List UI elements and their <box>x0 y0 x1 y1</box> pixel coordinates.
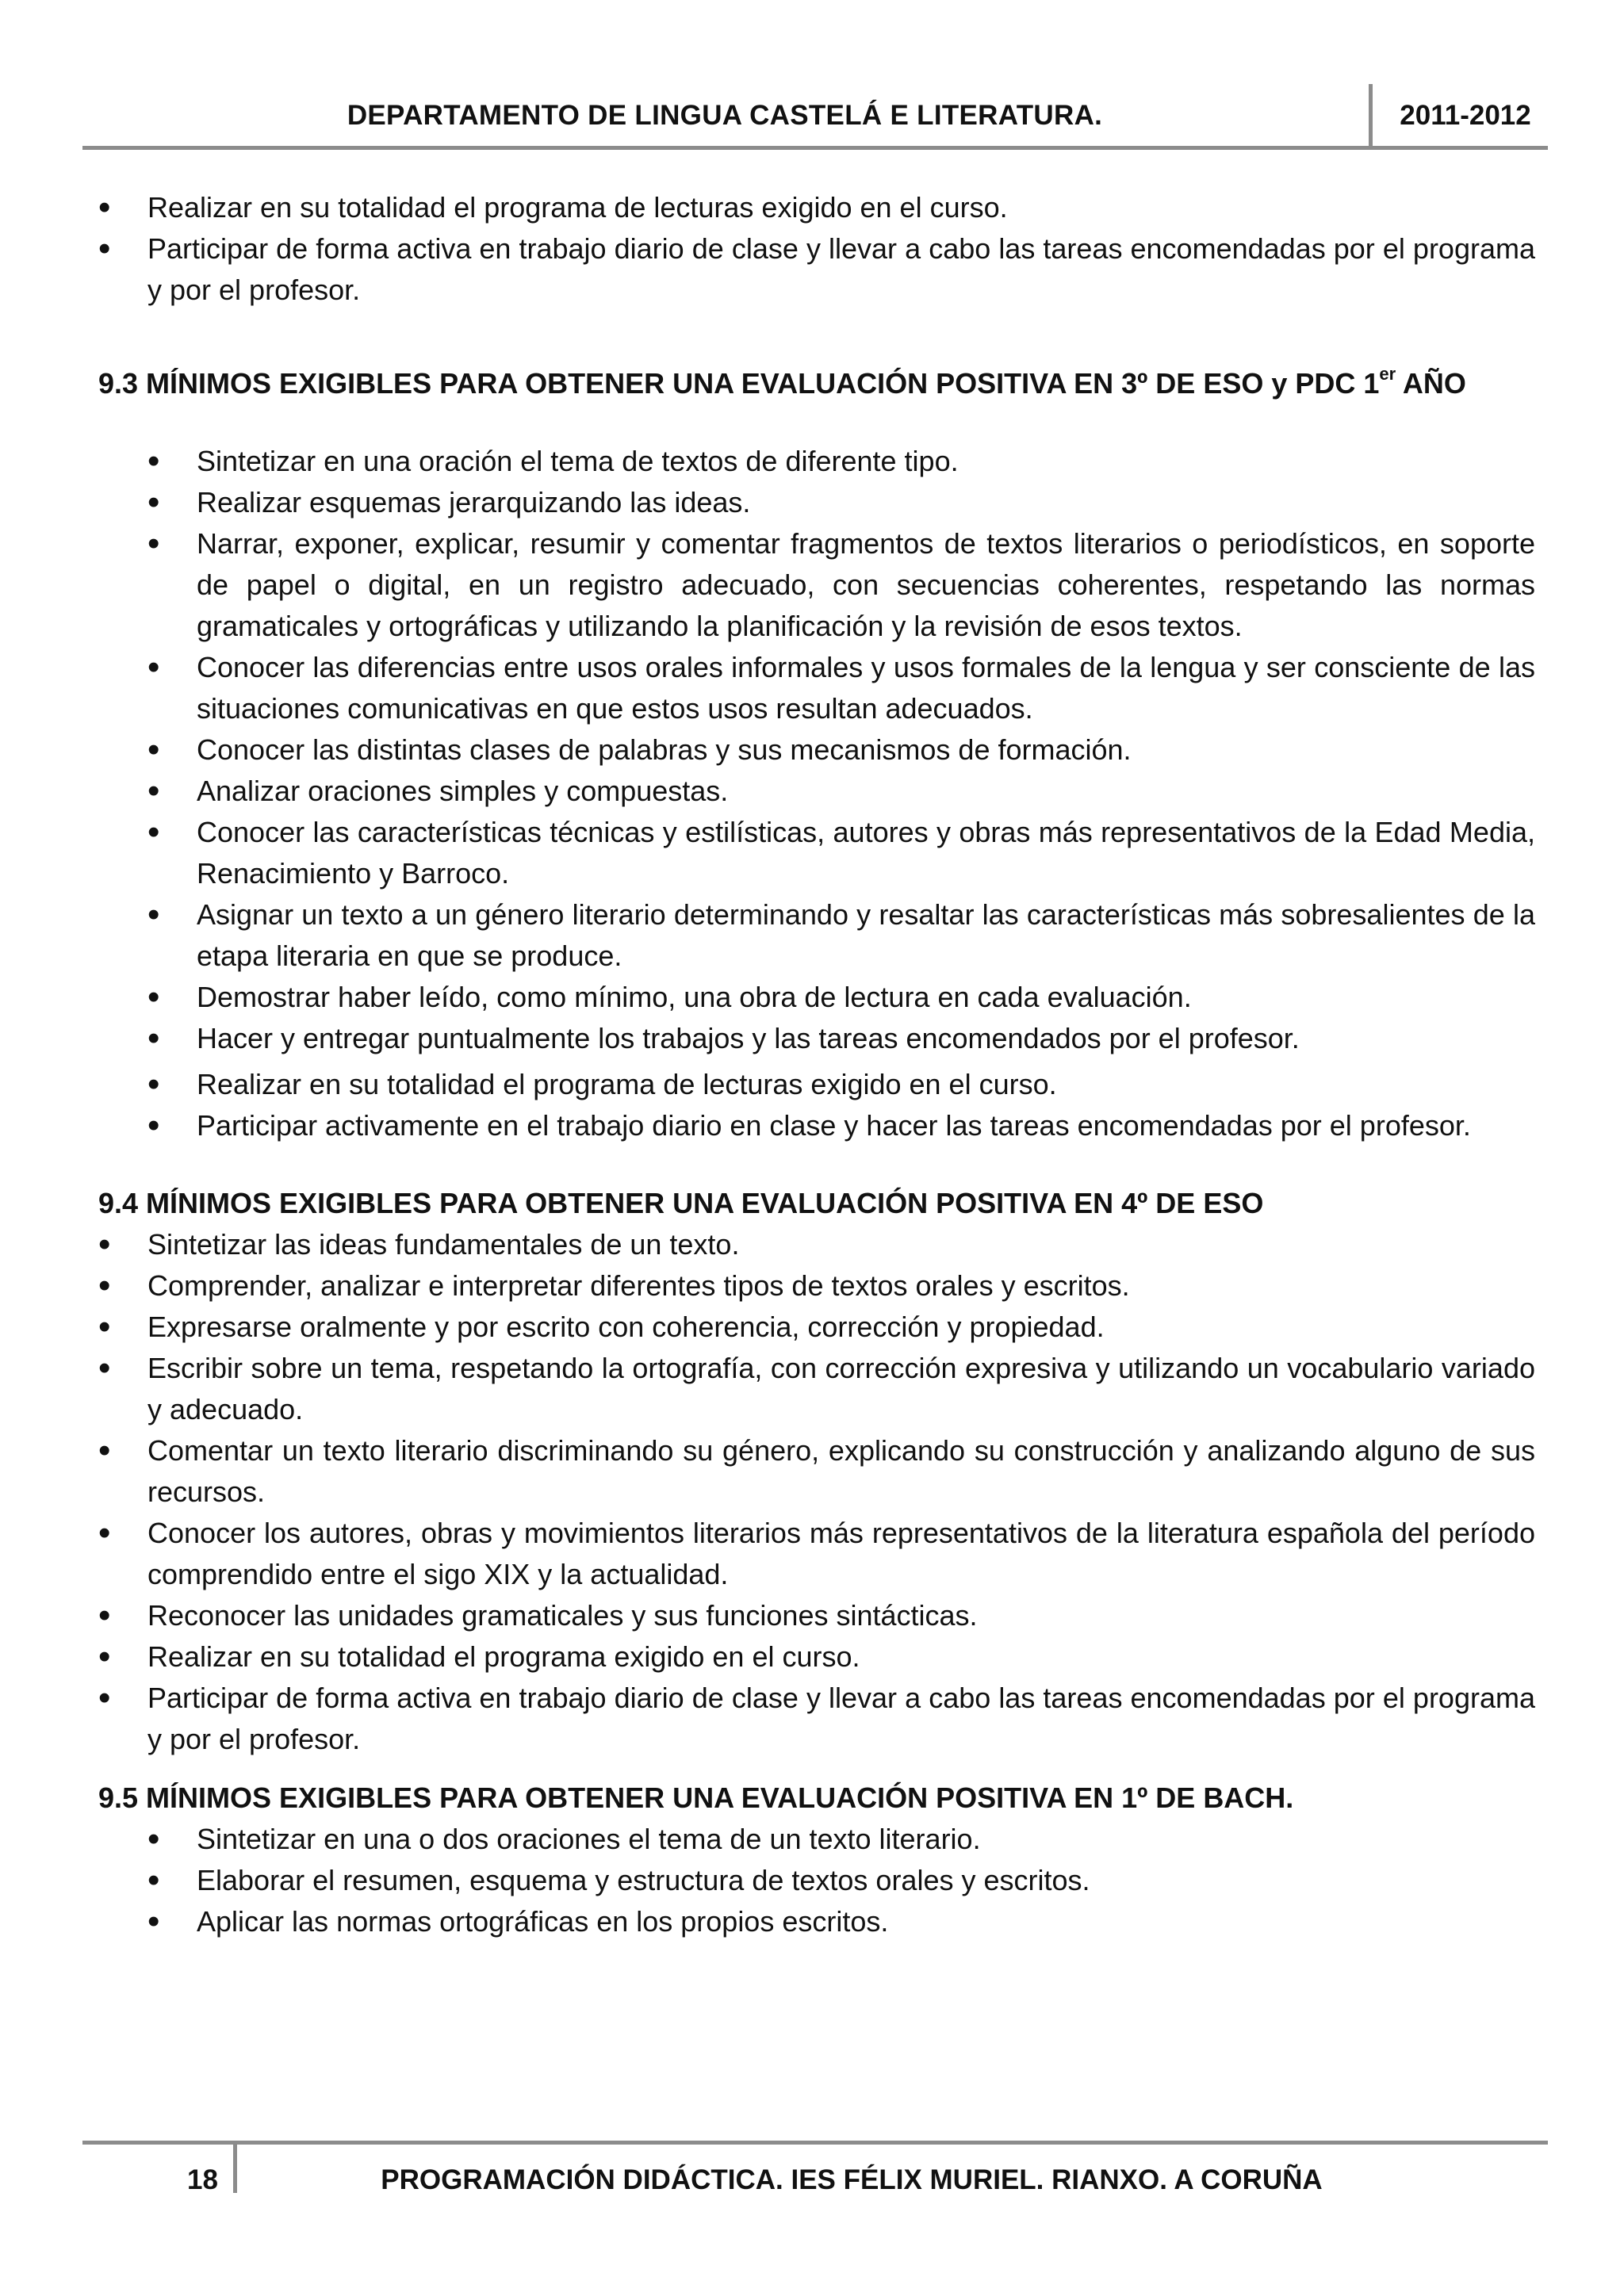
list-item: • Elaborar el resumen, esquema y estructura de textos orales y escritos. <box>197 1860 1535 1901</box>
list-item: • Comprender, analizar e interpretar diferentes tipos de textos orales y escritos. <box>147 1265 1535 1307</box>
section-heading-9-5: 9.5 MÍNIMOS EXIGIBLES PARA OBTENER UNA EVALUACIÓN POSITIVA EN 1º DE BACH. <box>98 1781 1294 1814</box>
list-item: • Narrar, exponer, explicar, resumir y comentar fragmentos de textos literarios o periodísticos, en soporte de papel o digital, en un registro adecuado, con secuencias coherentes, respetando las normas gramaticales y ortográficas y utilizando la planificación y la revisión de esos textos. <box>197 523 1535 647</box>
list-item: • Escribir sobre un tema, respetando la ortografía, con corrección expresiva y utilizando un vocabulario variado y adecuado. <box>147 1348 1535 1430</box>
page-footer <box>82 2141 1548 2204</box>
list-item: • Realizar en su totalidad el programa exigido en el curso. <box>147 1636 1535 1678</box>
list-item: • Sintetizar en una o dos oraciones el tema de un texto literario. <box>197 1819 1535 1860</box>
list-item: • Conocer las características técnicas y estilísticas, autores y obras más representativos de la Edad Media, Renacimiento y Barroco. <box>197 812 1535 894</box>
page-header <box>82 84 1548 154</box>
section-9-4-list <box>98 1224 1535 1760</box>
section-9-5-list <box>98 1819 1535 1942</box>
ordinal-superscript: er <box>1379 364 1396 384</box>
list-item: • Reconocer las unidades gramaticales y sus funciones sintácticas. <box>147 1595 1535 1636</box>
list-item: • Sintetizar en una oración el tema de textos de diferente tipo. <box>197 441 1535 482</box>
section-heading-text: 9.3 MÍNIMOS EXIGIBLES PARA OBTENER UNA EVALUACIÓN POSITIVA EN 3º DE ESO y PDC 1 <box>98 367 1380 400</box>
list-item: • Asignar un texto a un género literario determinando y resaltar las características más sobresalientes de la etapa literaria en que se produce. <box>197 894 1535 977</box>
footer-divider <box>233 2144 237 2193</box>
list-item: • Participar de forma activa en trabajo diario de clase y llevar a cabo las tareas encomendadas por el programa y por el profesor. <box>147 1678 1535 1760</box>
list-item: • Demostrar haber leído, como mínimo, una obra de lectura en cada evaluación. <box>197 977 1535 1018</box>
list-item: • Sintetizar las ideas fundamentales de un texto. <box>147 1224 1535 1265</box>
list-item: • Comentar un texto literario discriminando su género, explicando su construcción y analizando alguno de sus recursos. <box>147 1430 1535 1513</box>
list-item: • Aplicar las normas ortográficas en los propios escritos. <box>197 1901 1535 1942</box>
list-item: • Conocer las distintas clases de palabras y sus mecanismos de formación. <box>197 729 1535 771</box>
list-item: • Hacer y entregar puntualmente los trabajos y las tareas encomendados por el profesor. <box>197 1018 1535 1059</box>
academic-year: 2011-2012 <box>1400 100 1531 131</box>
document-body <box>98 187 1535 1942</box>
intro-list <box>98 187 1535 311</box>
footer-rule <box>82 2141 1548 2145</box>
list-item: • Participar de forma activa en trabajo diario de clase y llevar a cabo las tareas encomendadas por el programa y por el profesor. <box>147 228 1535 311</box>
list-item: • Realizar esquemas jerarquizando las ideas. <box>197 482 1535 523</box>
section-heading-9-3 <box>98 363 1535 404</box>
section-heading-tail: AÑO <box>1396 367 1466 400</box>
list-item: • Conocer los autores, obras y movimientos literarios más representativos de la literatura española del período comprendido entre el sigo XIX y la actualidad. <box>147 1513 1535 1595</box>
header-rule <box>82 146 1548 150</box>
section-heading-9-4: 9.4 MÍNIMOS EXIGIBLES PARA OBTENER UNA EVALUACIÓN POSITIVA EN 4º DE ESO <box>98 1187 1264 1219</box>
list-item: • Analizar oraciones simples y compuestas. <box>197 771 1535 812</box>
page-number-text: 18 <box>187 2164 218 2195</box>
section-9-3-list <box>98 441 1535 1146</box>
department-title: DEPARTAMENTO DE LINGUA CASTELÁ E LITERATURA. <box>347 100 1103 131</box>
list-item: • Realizar en su totalidad el programa de lecturas exigido en el curso. <box>197 1064 1535 1105</box>
list-item: • Conocer las diferencias entre usos orales informales y usos formales de la lengua y ser consciente de las situaciones comunicativas en que estos usos resultan adecuados. <box>197 647 1535 729</box>
footer-title: PROGRAMACIÓN DIDÁCTICA. IES FÉLIX MURIEL. RIANXO. A CORUÑA <box>381 2164 1323 2195</box>
list-item: • Participar activamente en el trabajo diario en clase y hacer las tareas encomendadas por el profesor. <box>197 1105 1535 1146</box>
header-divider <box>1369 84 1373 149</box>
list-item: • Realizar en su totalidad el programa de lecturas exigido en el curso. <box>147 187 1535 228</box>
list-item: • Expresarse oralmente y por escrito con coherencia, corrección y propiedad. <box>147 1307 1535 1348</box>
